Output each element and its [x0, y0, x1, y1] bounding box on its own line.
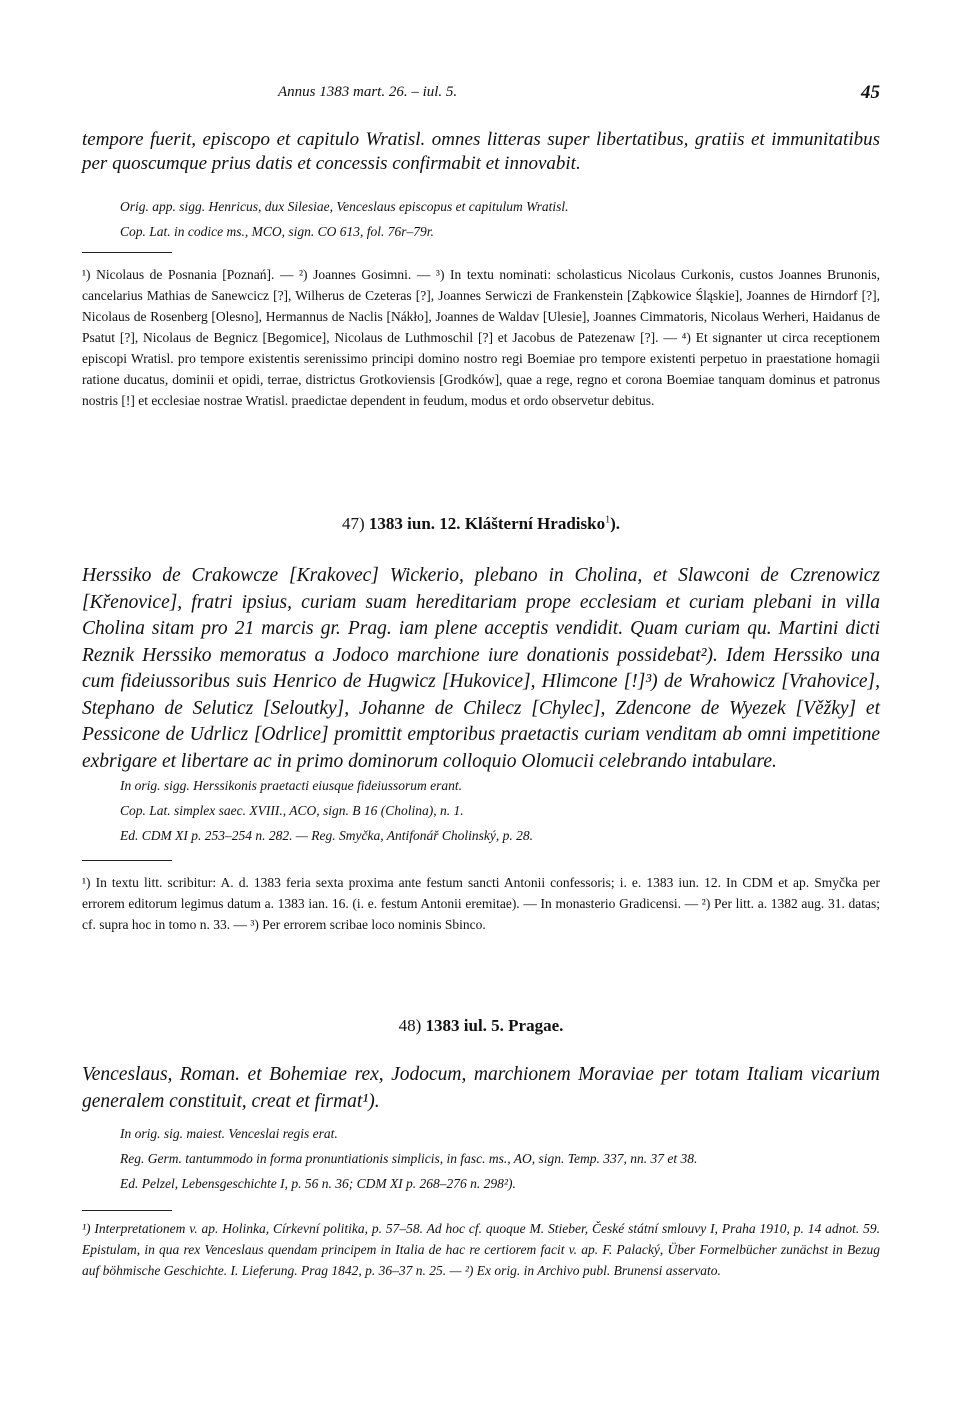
prev-entry-sources — [82, 194, 918, 244]
entry-47-text: Herssiko de Crakowcze [Krakovec] Wickerio, plebano in Cholina, et Slawconi de Czrenowicz [Křenovice], fratri ipsius, curiam suam hereditariam prope ecclesiam et curiam plebani in villa Cholina sitam pro 21 marcis gr. Prag. iam plene acceptis vendidit. Quam curiam qu. Martini dicti Reznik Herssiko memoratus a Jodoco marchione iure donationis possidebat²). Idem Herssiko una cum fideiussoribus suis Henrico de Hugwicz [Hukovice], Hlimcone [!]³) de Wrahowicz [Vrahovice], Stephano de Seluticz [Seloutky], Johanne de Chilecz [Chylec], Zdencone de Wyezek [Věžky] et Pessicone de Udrlicz [Odrlice] promittit emptoribus praetactis curiam venditam ab omni impetitione exbrigare et libertare ac in primo dominorum colloquio Olomucii celebrando intabulare. — [82, 565, 880, 772]
prev-entry-footnotes: ¹) Nicolaus de Posnania [Poznań]. — ²) Joannes Gosimni. — ³) In textu nominati: scholasticus Nicolaus Curkonis, custos Joannes Brunonis, cancelarius Mathias de Sanewcicz [?], Wilherus de Czeteras [?], Joannes Serwiczi de Frankenstein [Ząbkowice Śląskie], Joannes de Hirndorf [?], Nicolaus de Rosenberg [Olesno], Hermannus de Naclis [Nákło], Joannes de Waldav [Ulesie], Joannes Cimmatoris, Nicolaus Werheri, Haidanus de Psatut [?], Nicolaus de Begnicz [Begomice], Nicolaus de Luthmoschil [?] et Jacobus de Patezenaw [?]. — ⁴) Et signanter ut circa receptionem episcopi Wratisl. pro tempore existentis serenissimo principi domino nostro regi Boemiae pro tempore existenti perpetuo in praestatione homagii ratione ducatus, dominii et opidi, terrae, districtus Grotkoviensis [Grodków], quae a rege, regno et corona Boemiae tanquam dominus et patronus nostris [!] et ecclesiae nostrae Wratisl. praedictae dependent in feudum, modus et ordo observetur debitus. — [82, 267, 880, 408]
entry-47-sources — [82, 773, 918, 848]
entry-47-footnotes: ¹) In textu litt. scribitur: A. d. 1383 feria sexta proxima ante festum sancti Antonii confessoris; i. e. 1383 iun. 12. In CDM et ap. Smyčka per errorem editorum legimus datum a. 1383 ian. 16. (i. e. festum Antonii eremitae). — In monasterio Gradicensi. — ²) Per litt. a. 1382 aug. 31. datas; cf. supra hoc in tomo n. 33. — ³) Per errorem scribae loco nominis Sbinco. — [82, 875, 880, 932]
entry-place: Pragae. — [508, 1016, 564, 1035]
prev-entry-text: tempore fuerit, episcopo et capitulo Wratisl. omnes litteras super libertatibus, gratiis et immunitatibus per quoscumque prius datis et concessis confirmabit et innovabit. — [82, 129, 880, 174]
entry-date: 1383 iun. 12. — [368, 514, 461, 533]
entry-place: Klášterní Hradisko — [464, 514, 606, 533]
entry-number: 48) — [398, 1016, 422, 1035]
source-line: Orig. app. sigg. Henricus, dux Silesiae, Venceslaus episcopus et capitulum Wratisl. — [120, 199, 569, 214]
footnote-rule — [82, 860, 172, 861]
entry-date: 1383 iul. 5. — [425, 1016, 504, 1035]
page-number: 45 — [861, 82, 880, 103]
source-line: In orig. sig. maiest. Venceslai regis erat. — [120, 1126, 338, 1141]
footnote-rule — [82, 1210, 172, 1211]
entry-48-heading — [82, 1016, 880, 1036]
source-line: In orig. sigg. Herssikonis praetacti eiusque fideiussorum erant. — [120, 778, 462, 793]
source-line: Cop. Lat. simplex saec. XVIII., ACO, sign. B 16 (Cholina), n. 1. — [120, 803, 464, 818]
source-line: Reg. Germ. tantummodo in forma pronuntiationis simplicis, in fasc. ms., AO, sign. Temp. 337, nn. 37 et 38. — [120, 1151, 698, 1166]
running-head — [82, 84, 880, 108]
source-line: Ed. Pelzel, Lebensgeschichte I, p. 56 n. 36; CDM XI p. 268–276 n. 298²). — [120, 1176, 516, 1191]
entry-48-sources — [82, 1121, 918, 1196]
entry-48-footnotes: ¹) Interpretationem v. ap. Holinka, Církevní politika, p. 57–58. Ad hoc cf. quoque M. Stieber, České státní smlouvy I, Praha 1910, p. 14 adnot. 59. Epistulam, in qua rex Venceslaus quendam principem in Italia de hac re certiorem facit v. ap. F. Palacký, Über Formelbücher zunächst in Bezug auf böhmische Geschichte. I. Lieferung. Prag 1842, p. 36–37 n. 25. — ²) Ex orig. in Archivo publ. Brunensi asservato. — [82, 1221, 880, 1278]
source-line: Ed. CDM XI p. 253–254 n. 282. — Reg. Smyčka, Antifonář Cholinský, p. 28. — [120, 828, 533, 843]
entry-48-text: Venceslaus, Roman. et Bohemiae rex, Jodocum, marchionem Moraviae per totam Italiam vicarium generalem constituit, creat et firmat¹). — [82, 1064, 880, 1112]
entry-47-heading: 47) 1383 iun. 12. Klášterní Hradisko$^1$). — [342, 514, 620, 533]
footnote-rule — [82, 252, 172, 253]
footnote-mark: 1 — [605, 514, 611, 526]
source-line: Cop. Lat. in codice ms., MCO, sign. CO 613, fol. 76r–79r. — [120, 224, 434, 239]
entry-number: 47) — [342, 514, 365, 533]
running-title: Annus 1383 mart. 26. – iul. 5. — [278, 84, 458, 100]
